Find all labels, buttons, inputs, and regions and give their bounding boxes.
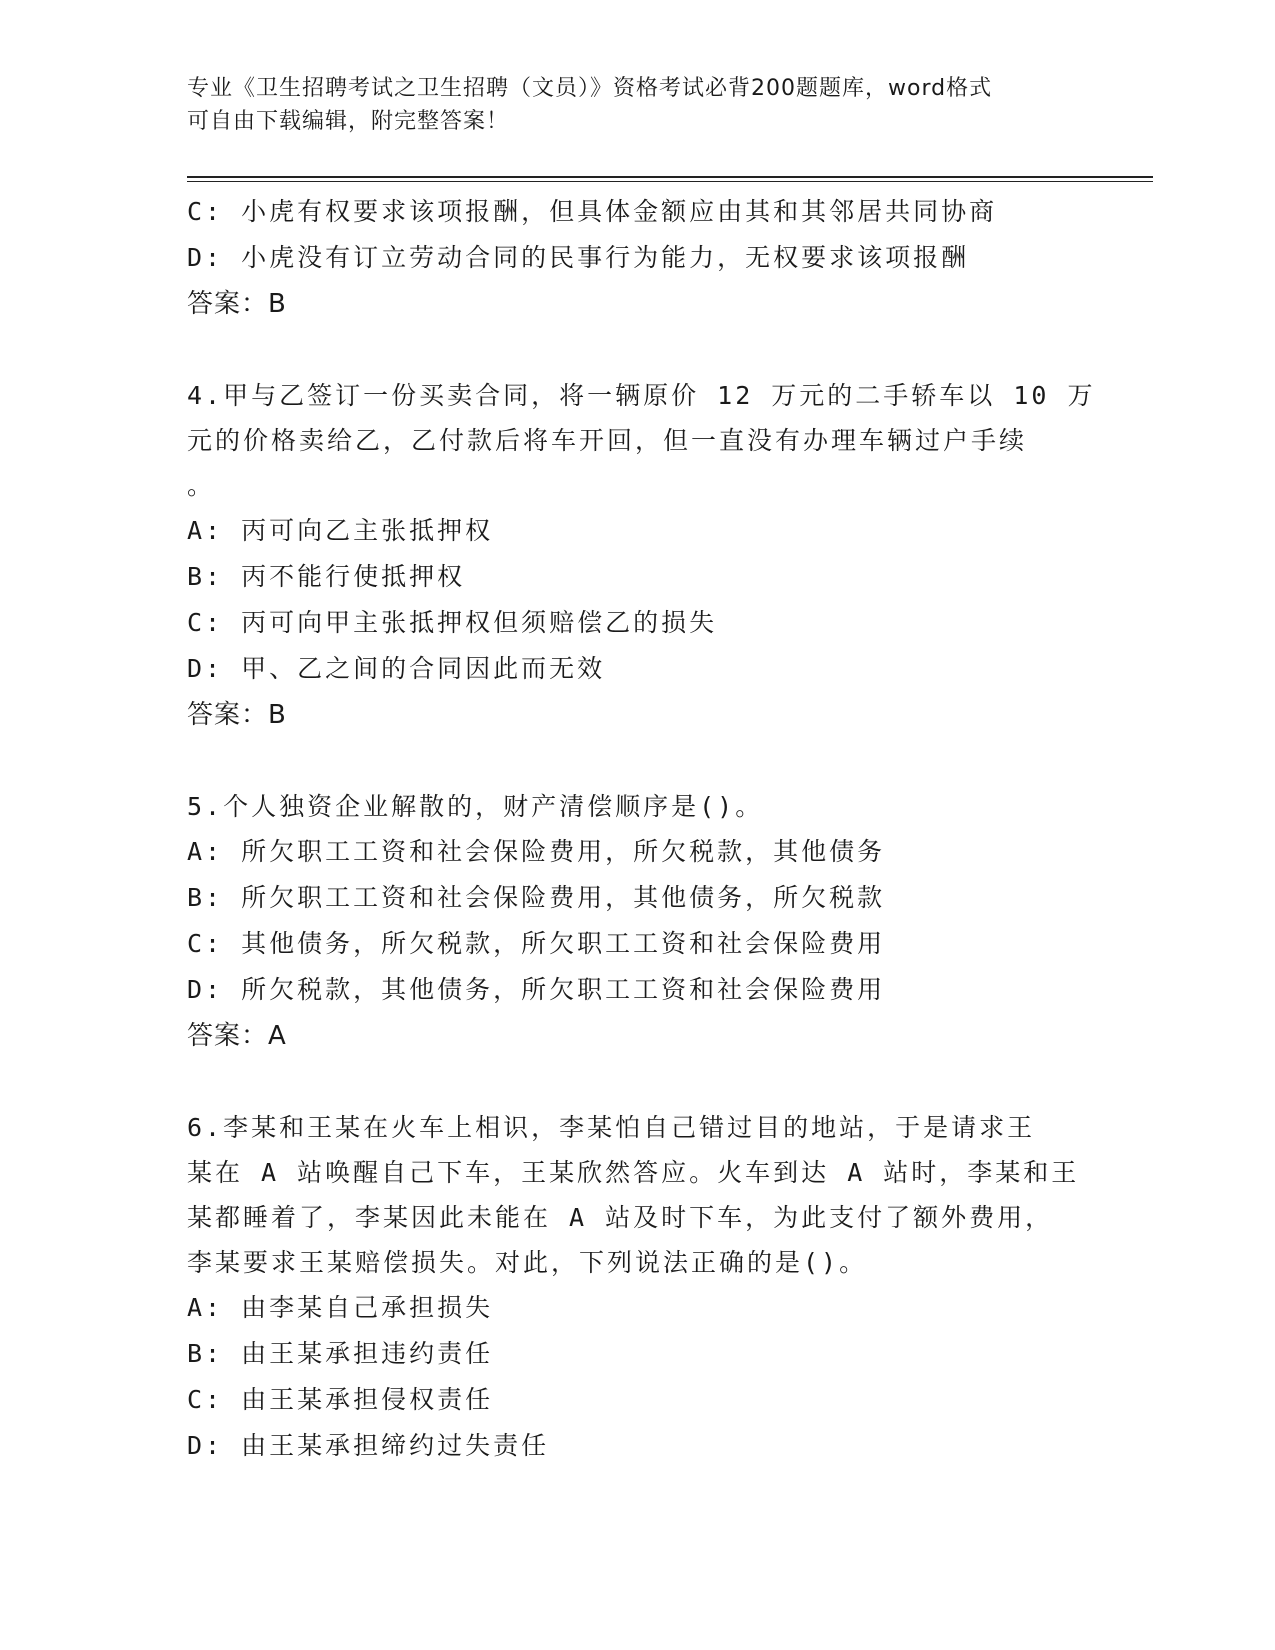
question-5 [187,784,1087,1059]
header-title-line-1: 专业《卫生招聘考试之卫生招聘（文员）》资格考试必背200题题库，word格式 [187,76,993,101]
q5-option-c: C: 其他债务，所欠税款，所欠职工工资和社会保险费用 [187,929,886,958]
q4-stem-line-3: 。 [187,471,216,500]
q6-option-b: B: 由王某承担违约责任 [187,1339,494,1368]
q4-option-a: A: 丙可向乙主张抵押权 [187,516,494,545]
question-3 [187,189,1087,327]
spacer [187,738,1087,784]
q4-option-d: D: 甲、乙之间的合同因此而无效 [187,654,606,683]
document-header [187,72,1067,138]
q5-option-d: D: 所欠税款，其他债务，所欠职工工资和社会保险费用 [187,975,886,1004]
question-content [187,189,1096,1469]
q5-stem: 5.个人独资企业解散的，财产清偿顺序是()。 [187,792,764,821]
header-title-line-2: 可自由下载编辑，附完整答案！ [187,109,510,134]
q6-option-a: A: 由李某自己承担损失 [187,1293,494,1322]
q3-answer: 答案：B [187,289,287,319]
q4-stem-line-1: 4.甲与乙签订一份买卖合同，将一辆原价 12 万元的二手轿车以 10 万 [187,381,1096,410]
header-divider-thick [187,176,1153,178]
q4-answer: 答案：B [187,700,287,730]
q6-stem-line-4: 李某要求王某赔偿损失。对此，下列说法正确的是()。 [187,1248,868,1277]
q3-option-d: D: 小虎没有订立劳动合同的民事行为能力，无权要求该项报酬 [187,243,970,272]
q5-option-a: A: 所欠职工工资和社会保险费用，所欠税款，其他债务 [187,837,886,866]
header-divider-thin [187,181,1153,182]
spacer [187,1059,1087,1105]
q3-option-c: C: 小虎有权要求该项报酬，但具体金额应由其和其邻居共同协商 [187,197,998,226]
q4-option-b: B: 丙不能行使抵押权 [187,562,466,591]
q5-option-b: B: 所欠职工工资和社会保险费用，其他债务，所欠税款 [187,883,886,912]
q4-stem-line-2: 元的价格卖给乙，乙付款后将车开回，但一直没有办理车辆过户手续 [187,426,1028,455]
question-6 [187,1105,1087,1469]
q6-option-d: D: 由王某承担缔约过失责任 [187,1431,550,1460]
q6-option-c: C: 由王某承担侵权责任 [187,1385,494,1414]
spacer [187,327,1087,373]
q6-stem-line-2: 某在 A 站唤醒自己下车，王某欣然答应。火车到达 A 站时，李某和王 [187,1158,1080,1187]
q6-stem-line-3: 某都睡着了，李某因此未能在 A 站及时下车，为此支付了额外费用， [187,1203,1054,1232]
q4-option-c: C: 丙可向甲主张抵押权但须赔偿乙的损失 [187,608,718,637]
question-4 [187,373,1096,738]
q5-answer: 答案：A [187,1021,287,1051]
q6-stem-line-1: 6.李某和王某在火车上相识，李某怕自己错过目的地站，于是请求王 [187,1113,1036,1142]
